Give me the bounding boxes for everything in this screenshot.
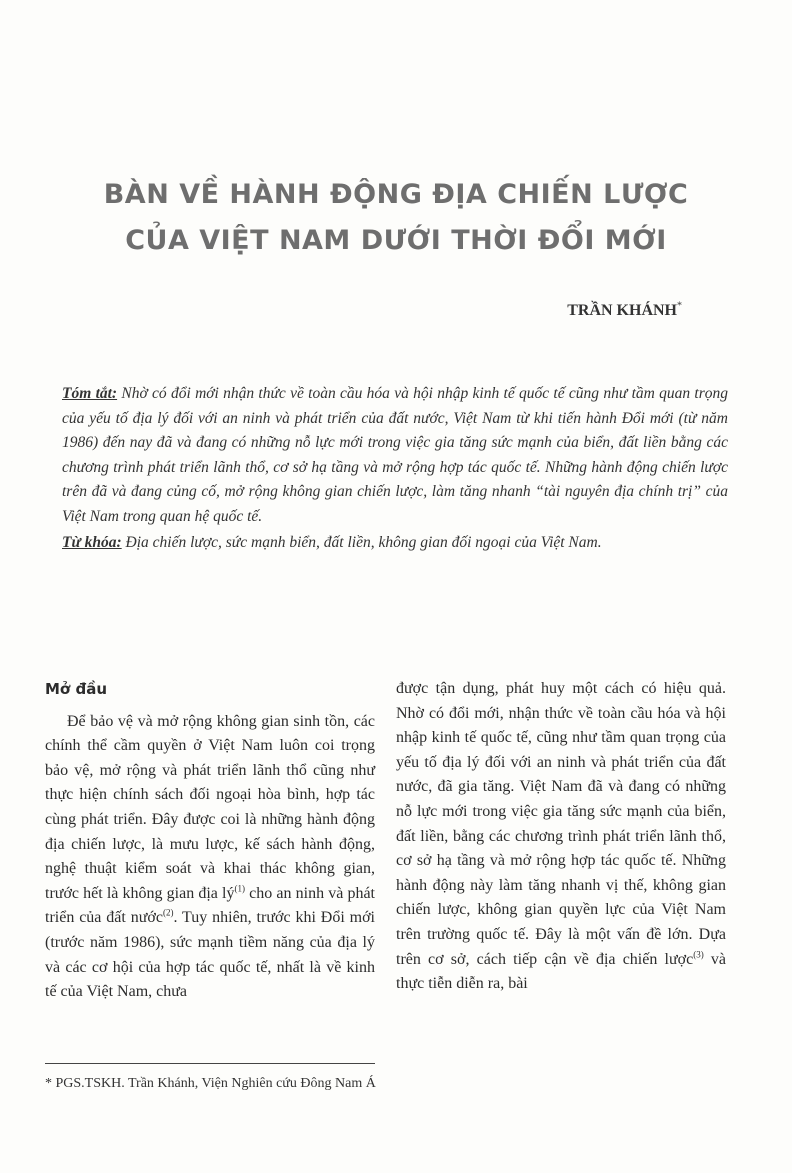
section-heading: Mở đầu [45, 680, 107, 698]
reference-3[interactable]: (3) [693, 949, 704, 960]
continued-text-2: và thực tiễn diễn ra, bài [396, 950, 726, 993]
keywords-label: Từ khóa: [62, 534, 122, 551]
continued-text-1: được tận dụng, phát huy một cách có hiệu quả. Nhờ có đổi mới, nhận thức về toàn cầu hóa và hội nhập kinh tế quốc tế, cũng như tầm quan trọng của yếu tố địa lý đối với an ninh và phát triển của đất nước, đã gia tăng. Việt Nam đã và đang có những nỗ lực mới trong việc gia tăng sức mạnh của biển, đất liền, bằng các chương trình phát triển lãnh thổ, cơ sở hạ tầng và mở rộng hợp tác quốc tế. Những hành động này làm tăng nhanh vị thế, không gian chiến lược, không gian quyền lực của Việt Nam trên trường quốc tế. Đây là một vấn đề lớn. Dựa trên cơ sở, cách tiếp cận về địa chiến lược [396, 680, 726, 968]
footnote-divider [45, 1063, 375, 1064]
intro-paragraph [45, 710, 375, 1005]
abstract [62, 382, 728, 529]
article-title [0, 172, 792, 264]
reference-2[interactable]: (2) [162, 908, 174, 919]
keywords [62, 531, 728, 556]
abstract-text: Nhờ có đổi mới nhận thức về toàn cầu hóa và hội nhập kinh tế quốc tế cũng như tầm quan trọng của yếu tố địa lý đối với an ninh và phát triển của đất nước, Việt Nam từ khi tiến hành Đổi mới (từ năm 1986) đến nay đã và đang có những nỗ lực mới trong việc gia tăng sức mạnh của biển, đất liền bằng các chương trình phát triển lãnh thổ, cơ sở hạ tầng và mở rộng hợp tác quốc tế. Những hành động chiến lược trên đã và đang củng cố, mở rộng không gian chiến lược, làm tăng nhanh “tài nguyên địa chính trị” của Việt Nam trong quan hệ quốc tế. [62, 385, 728, 525]
author-name: TRẦN KHÁNH [567, 302, 677, 319]
intro-text-3: . Tuy nhiên, trước khi Đổi mới (trước năm 1986), sức mạnh tiềm năng của địa lý và các cơ hội của hợp tác quốc tế, nhất là về kinh tế của Việt Nam, chưa [45, 909, 375, 1001]
title-line-2: CỦA VIỆT NAM DƯỚI THỜI ĐỔI MỚI [125, 225, 667, 256]
author-footnote-mark: * [677, 300, 682, 312]
footnote: * PGS.TSKH. Trần Khánh, Viện Nghiên cứu Đông Nam Á [45, 1076, 376, 1091]
continued-paragraph [396, 677, 726, 997]
author [567, 302, 682, 320]
left-column [45, 677, 375, 1005]
reference-1[interactable]: (1) [234, 883, 245, 894]
abstract-block [62, 382, 728, 556]
abstract-label: Tóm tắt: [62, 385, 118, 402]
intro-text-1: Để bảo vệ và mở rộng không gian sinh tồn, các chính thể cầm quyền ở Việt Nam luôn coi trọng bảo vệ, mở rộng và phát triển lãnh thổ cũng như thực hiện chính sách đối ngoại hòa bình, hợp tác cùng phát triển. Đây được coi là những hành động địa chiến lược, là mưu lược, kế sách hành động, nghệ thuật kiểm soát và khai thác không gian, trước hết là không gian địa lý [45, 712, 375, 902]
title-line-1: BÀN VỀ HÀNH ĐỘNG ĐỊA CHIẾN LƯỢC [103, 179, 689, 210]
right-column [396, 677, 726, 997]
intro-text-2: cho an ninh và phát triển của đất nước [45, 884, 376, 927]
keywords-text: Địa chiến lược, sức mạnh biển, đất liền, không gian đối ngoại của Việt Nam. [125, 534, 602, 551]
